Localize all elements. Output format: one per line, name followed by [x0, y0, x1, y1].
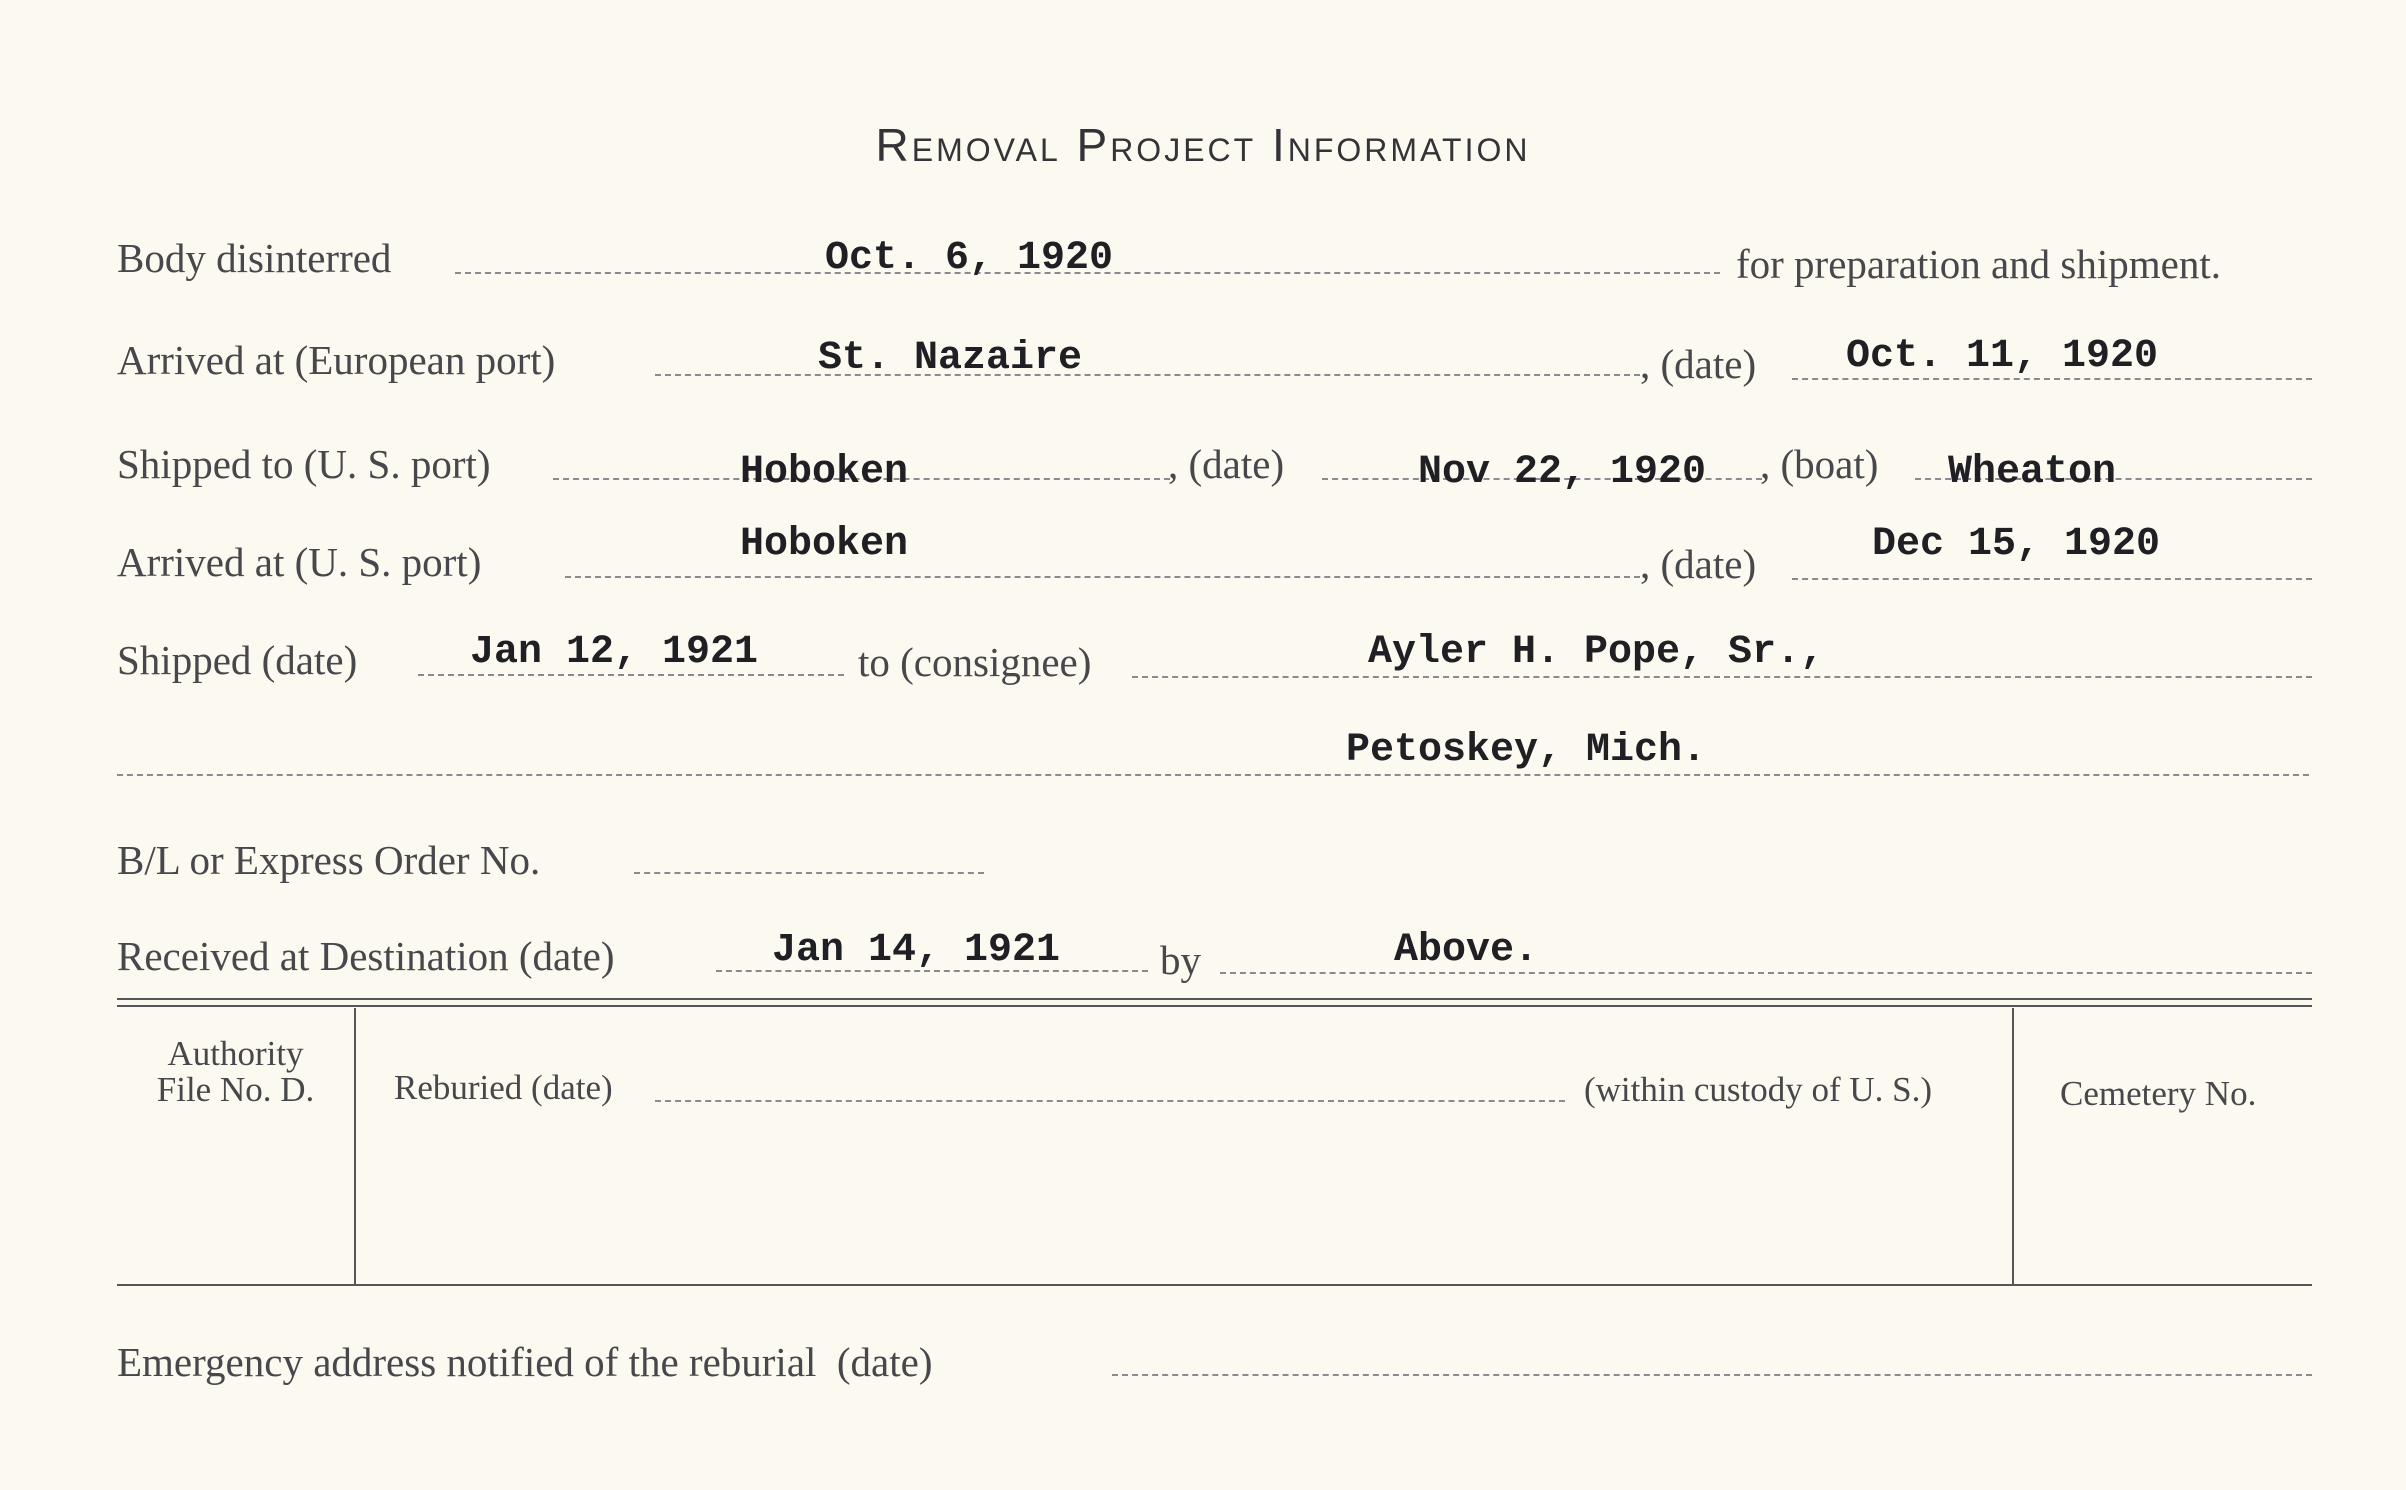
received-by-line: [1220, 972, 2312, 974]
shipped-to-date-label: , (date): [1168, 441, 1285, 487]
shipped-to-date-value: Nov 22, 1920: [1418, 450, 1707, 495]
arrived-us-value: Hoboken: [740, 522, 909, 567]
european-date-label: , (date): [1640, 341, 1757, 387]
shipped-to-value: Hoboken: [740, 450, 909, 495]
box-top-rule-2: [117, 1005, 2312, 1007]
box-divider-left: [354, 1008, 356, 1284]
card-title: Removal Project Information: [875, 119, 1531, 171]
disinterred-suffix: for preparation and shipment.: [1736, 241, 2222, 287]
arrived-us-date-value: Dec 15, 1920: [1872, 522, 2161, 567]
consignee-line: [1132, 676, 2312, 678]
arrived-us-line: [565, 576, 1640, 578]
reburied-line: [655, 1100, 1565, 1102]
received-by-value: Above.: [1394, 928, 1539, 973]
consignee-value: Ayler H. Pope, Sr.,: [1368, 630, 1825, 675]
shipped-date-value: Jan 12, 1921: [470, 630, 759, 675]
european-date-value: Oct. 11, 1920: [1846, 334, 2159, 379]
arrived-us-label: Arrived at (U. S. port): [117, 539, 482, 585]
consignee-label: to (consignee): [858, 639, 1092, 685]
authority-line1: Authority: [167, 1034, 304, 1073]
authority-line2: File No. D.: [156, 1070, 315, 1109]
disinterred-label: Body disinterred: [117, 235, 392, 281]
european-port-line: [655, 374, 1640, 376]
reburied-label: Reburied (date): [394, 1068, 613, 1107]
boat-value: Wheaton: [1948, 450, 2117, 495]
box-divider-right: [2012, 1008, 2014, 1284]
arrived-us-date-label: , (date): [1640, 541, 1757, 587]
emergency-label: Emergency address notified of the reburial (date): [117, 1339, 933, 1385]
received-value: Jan 14, 1921: [772, 928, 1061, 973]
bl-label: B/L or Express Order No.: [117, 837, 541, 883]
european-port-label: Arrived at (European port): [117, 337, 556, 383]
received-by-label: by: [1160, 937, 1201, 983]
european-port-value: St. Nazaire: [818, 336, 1083, 381]
bl-line: [634, 872, 984, 874]
shipped-to-boat-label: , (boat): [1760, 441, 1879, 487]
cemetery-label: Cemetery No.: [2060, 1074, 2257, 1113]
received-label: Received at Destination (date): [117, 933, 615, 979]
consignee-address: Petoskey, Mich.: [1346, 728, 1707, 773]
shipped-date-label: Shipped (date): [117, 637, 358, 683]
arrived-us-date-line: [1792, 578, 2312, 580]
box-top-rule-1: [117, 998, 2312, 1000]
address-line: [117, 774, 2309, 776]
disinterred-value: Oct. 6, 1920: [825, 236, 1114, 281]
custody-label: (within custody of U. S.): [1584, 1070, 1933, 1109]
authority-cell: [117, 1036, 354, 1108]
emergency-line: [1112, 1374, 2312, 1376]
shipped-to-label: Shipped to (U. S. port): [117, 441, 491, 487]
box-bottom-rule: [117, 1284, 2312, 1286]
